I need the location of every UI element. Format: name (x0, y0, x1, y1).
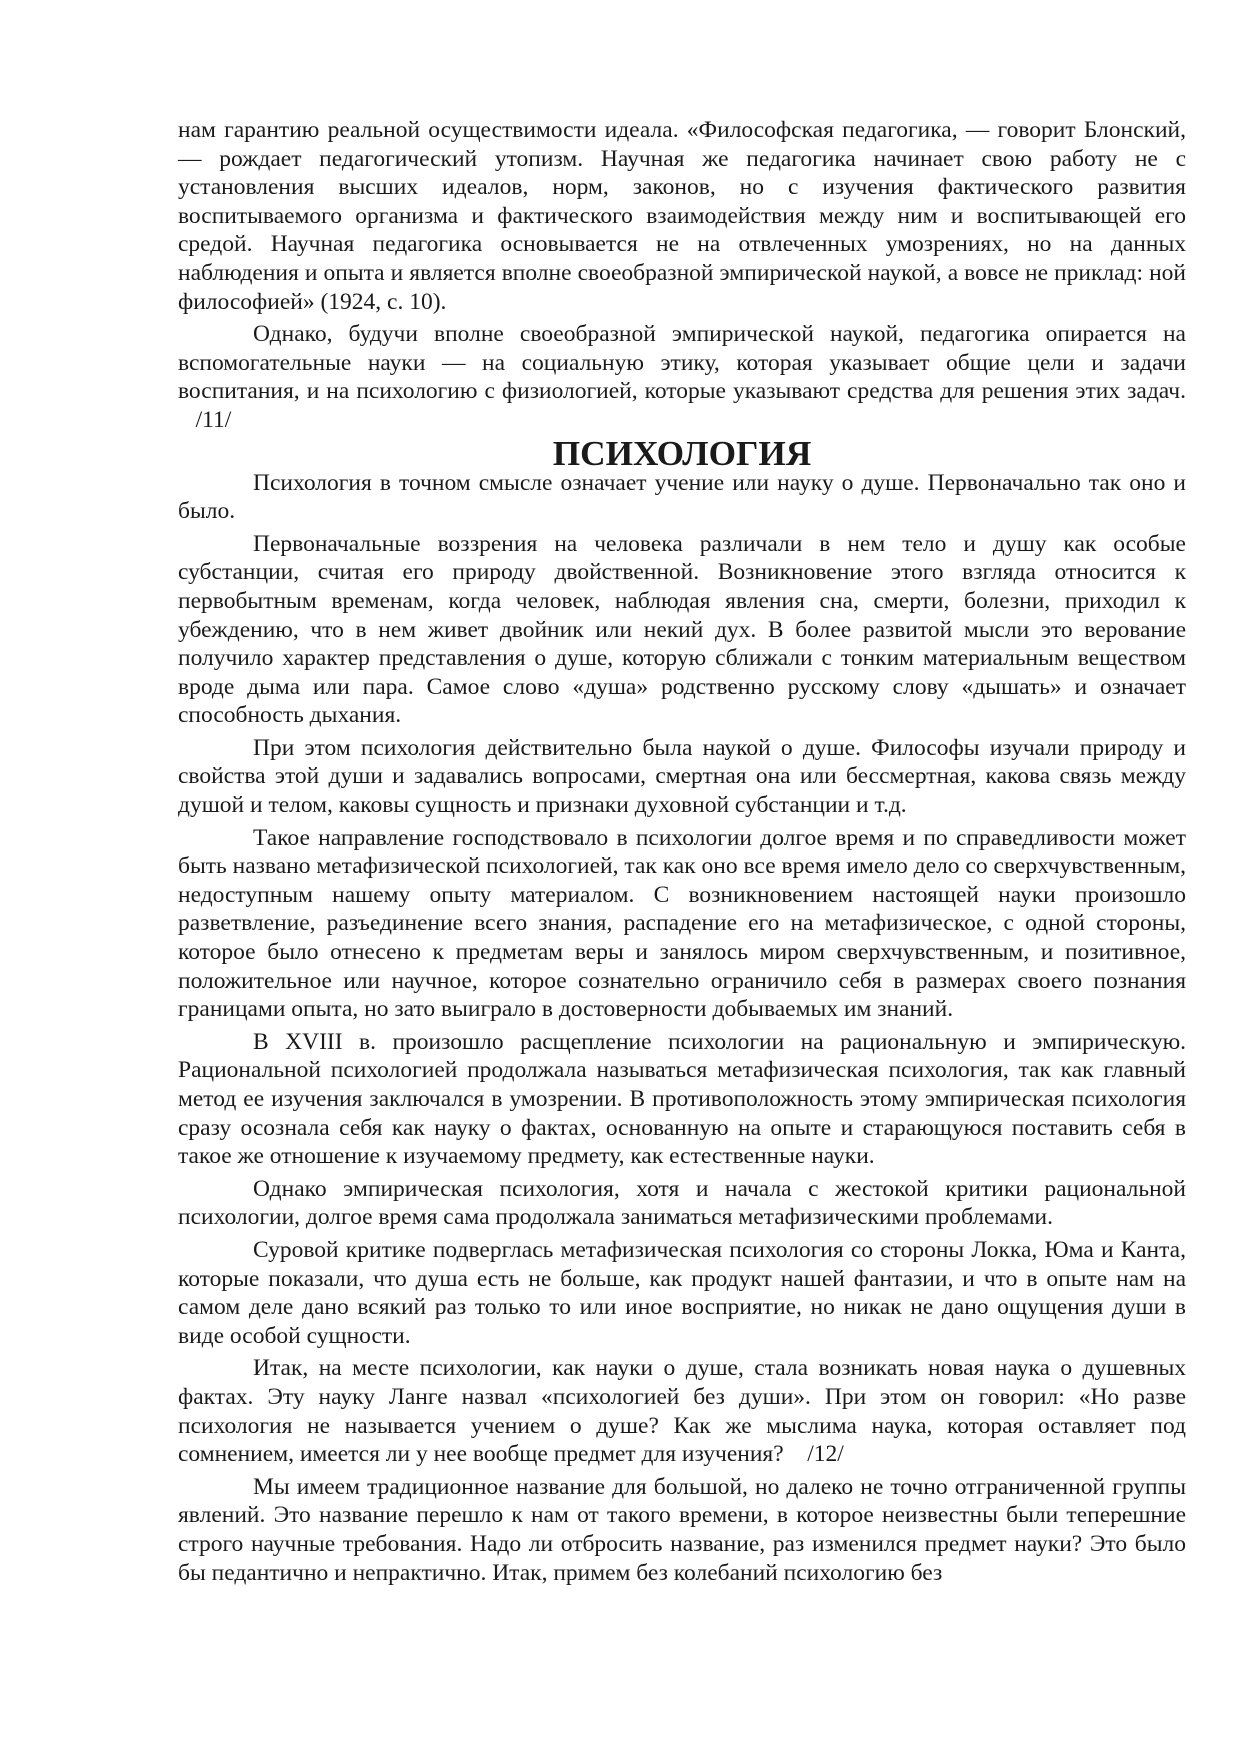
paragraph-9-text: Суровой критике подверглась метафизическая психология со стороны Локка, Юма и Канта, которые показали, что душа есть не больше, как продукт нашей фантазии, и что в опыте нам на самом деле дано всякий раз только то или иное восприятие, но никак не дано ощущения души в виде особой сущности. (178, 1236, 1186, 1349)
paragraph-3-text: Психология в точном смысле означает учение или науку о душе. Первоначально так оно и было. (178, 469, 1186, 525)
section-heading: ПСИХОЛОГИЯ (552, 433, 812, 473)
paragraph-8 (178, 1175, 1186, 1232)
paragraph-4 (178, 530, 1186, 730)
paragraph-7 (178, 1028, 1186, 1171)
paragraph-4-text: Первоначальные воззрения на человека различали в нем тело и душу как особые субстанции, считая его природу двойственной. Возникновение этого взгляда относится к первобытным временам, когда человек, наблюдая явления сна, смерти, болезни, приходил к убеждению, что в нем живет двойник или некий дух. В более развитой мысли это верование получило характер представления о душе, которую сближали с тонким материальным веществом вроде дыма или пара. Самое слово «душа» родственно русскому слову «дышать» и означает способность дыхания. (178, 530, 1186, 729)
paragraph-2-text: Однако, будучи вполне своеобразной эмпирической наукой, педагогика опирается на вспомогательные науки — на социальную этику, которая указывает общие цели и задачи воспитания, и на психологию с физиологией, которые указывают средства для решения этих задач. (178, 321, 1186, 405)
paragraph-6 (178, 824, 1186, 1024)
paragraph-1 (178, 116, 1186, 316)
paragraph-10 (178, 1354, 1186, 1468)
paragraph-5 (178, 734, 1186, 820)
paragraph-11 (178, 1473, 1186, 1587)
paragraph-8-text: Однако эмпирическая психология, хотя и начала с жестокой критики рациональной психологии, долгое время сама продолжала заниматься метафизическими проблемами. (178, 1175, 1186, 1231)
paragraph-1-text: нам гарантию реальной осуществимости идеала. «Философская педагогика, — говорит Блонский, — рождает педагогический утопизм. Научная же педагогика начинает свою работу не с установления высших идеалов, норм, законов, но с изучения фактического развития воспитываемого организма и фактического взаимодействия между ним и воспитывающей его средой. Научная педагогика основывается не на отвлеченных умозрениях, но на данных наблюдения и опыта и является вполне своеобразной эмпирической наукой, а вовсе не приклад: ной философией» (1924, с. 10). (178, 117, 1186, 315)
paragraph-7-text: В XVIII в. произошло расщепление психологии на рациональную и эмпирическую. Рациональной психологией продолжала называться метафизическая психология, так как главный метод ее изучения заключался в умозрении. В противоположность этому эмпирическая психология сразу осознала себя как науку о фактах, основанную на опыте и старающуюся поставить себя в такое же отношение к изучаемому предмету, как естественные науки. (178, 1028, 1186, 1170)
paragraph-10-text: Итак, на месте психологии, как науки о душе, стала возникать новая наука о душевных фактах. Эту науку Ланге назвал «психологией без души». При этом он говорил: «Но разве психология не называется учением о душе? Как же мыслима наука, которая оставляет под сомнением, имеется ли у нее вообще предмет для изучения? (178, 1355, 1186, 1468)
paragraph-6-text: Такое направление господствовало в психологии долгое время и по справедливости может быть названо метафизической психологией, так как оно все время имело дело со сверхчувственным, недоступным нашему опыту материалом. С возникновением настоящей науки произошло разветвление, разъединение всего знания, распадение его на метафизическое, с одной стороны, которое было отнесено к предметам веры и занялось миром сверхчувственным, и позитивное, положительное или научное, которое сознательно ограничило себя в размерах своего познания границами опыта, но зато выиграло в достоверности добываемых им знаний. (178, 824, 1186, 1023)
paragraph-2 (178, 320, 1186, 434)
paragraph-9 (178, 1236, 1186, 1350)
paragraph-3 (178, 469, 1186, 526)
page-marker-12: /12/ (783, 1441, 844, 1468)
paragraph-5-text: При этом психология действительно была наукой о душе. Философы изучали природу и свойства этой души и задавались вопросами, смертная она или бессмертная, какова связь между душой и телом, каковы сущность и признаки духовной субстанции и т.д. (178, 734, 1186, 819)
page-marker-11: /11/ (178, 406, 232, 433)
document-page (178, 116, 1186, 1591)
paragraph-11-text: Мы имеем традиционное название для большой, но далеко не точно отграниченной группы явлений. Это название перешло к нам от такого времени, в которое неизвестны были теперешние строго научные требования. Надо ли отбросить название, раз изменился предмет науки? Это было бы педантично и непрактично. Итак, примем без колебаний психологию без (178, 1473, 1186, 1586)
